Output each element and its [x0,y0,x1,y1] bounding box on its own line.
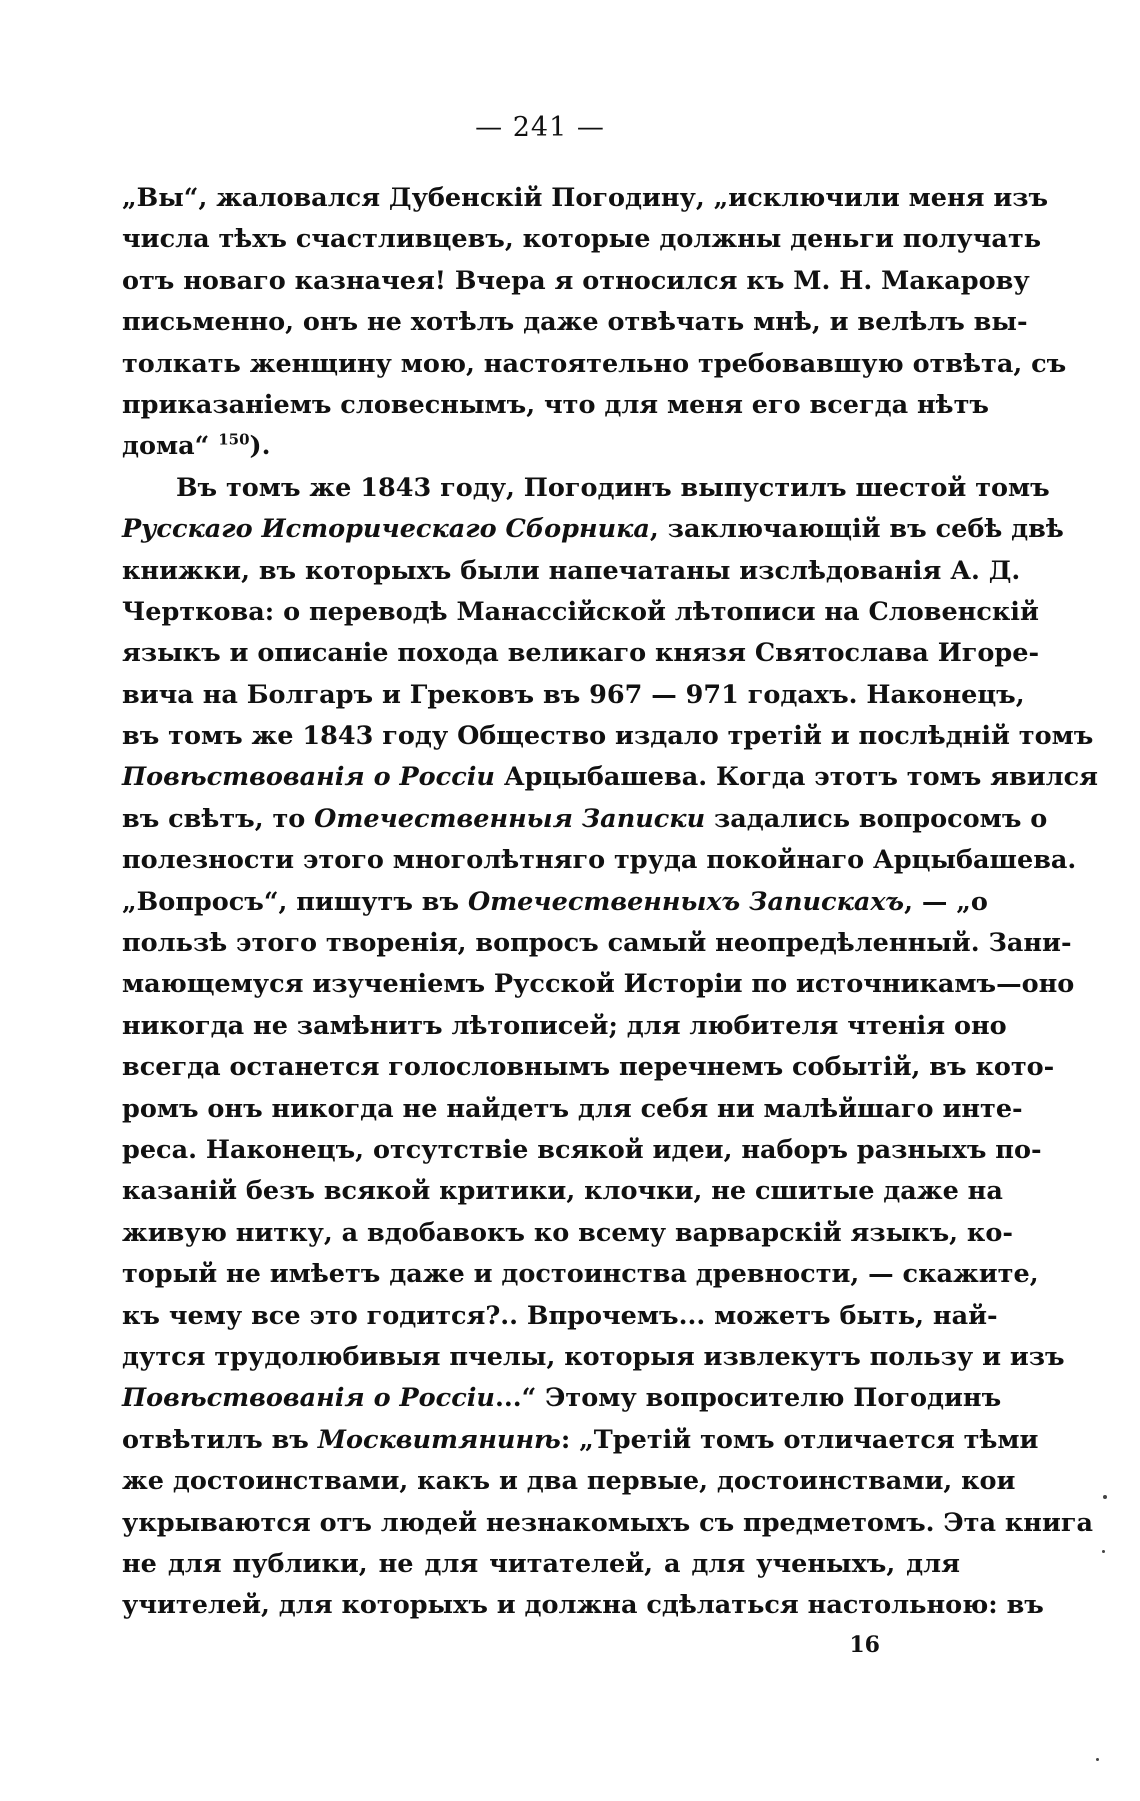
text-line [122,1047,1055,1088]
text-line [122,178,1049,219]
text-segment: же достоинствами, какъ и два первые, достоинствами, кои [122,1466,1016,1497]
text-segment: : „Третій томъ отличается тѣми [560,1424,1039,1455]
text-segment: ). [249,431,271,462]
scan-speck [1102,1550,1105,1553]
text-line [122,675,1025,716]
text-segment: „Вопросъ“, пишутъ въ [122,886,468,917]
text-line [122,592,1039,633]
text-segment: письменно, онъ не хотѣлъ даже отвѣчать мнѣ, и велѣлъ вы- [122,307,1028,338]
text-line [122,1171,1003,1212]
text-line [122,716,1094,757]
text-segment: отъ новаго казначея! Вчера я относился къ М. Н. Макарову [122,265,1030,296]
text-line [122,964,1075,1005]
text-segment: дома“ [122,431,219,462]
text-segment: къ чему все это годится?.. Впрочемъ... можетъ быть, най- [122,1300,998,1331]
text-line [122,551,1021,592]
text-line [122,1585,1044,1626]
text-segment: Въ томъ же 1843 году, Погодинъ выпустилъ шестой томъ [176,472,1050,503]
text-line [122,302,1028,343]
text-segment: Арцыбашева. Когда этотъ томъ явился [494,762,1099,793]
italic-title: Отечественныхъ Запискахъ [467,886,905,917]
text-segment: , заключающій въ себѣ двѣ [649,514,1064,545]
text-segment: всегда останется голословнымъ перечнемъ событій, въ кото- [122,1052,1055,1083]
italic-title: Повѣствованія о Россіи [122,1383,495,1414]
text-line [122,1503,1094,1544]
text-segment: въ свѣтъ, то [122,803,315,834]
text-segment: полезности этого многолѣтняго труда покойнаго Арцыбашева. [122,845,1077,876]
text-line [122,1420,1039,1461]
text-segment: задались вопросомъ о [705,803,1048,834]
footnote-ref: 150 [218,430,250,449]
text-segment: , — „о [904,886,988,917]
text-line [122,468,1050,509]
text-line [122,633,1040,674]
text-segment: пользѣ этого творенія, вопросъ самый неопредѣленный. Зани- [122,928,1072,959]
text-segment: отвѣтилъ въ [122,1424,318,1455]
text-segment: „Вы“, жаловался Дубенскій Погодину, „исключили меня изъ [122,183,1049,213]
page-number: — 241 — [475,112,605,143]
text-line [122,1337,1065,1378]
text-segment: числа тѣхъ счастливцевъ, которые должны деньги получать [122,224,1042,255]
text-line [122,840,1077,881]
scan-speck [1103,1495,1107,1499]
text-line [122,1089,1023,1130]
text-line [122,923,1072,964]
text-line [122,219,1042,260]
text-segment: мающемуся изученіемъ Русской Исторіи по источникамъ—оно [122,969,1075,1000]
text-line [122,1254,1039,1295]
text-line [122,882,988,923]
text-segment: никогда не замѣнитъ лѣтописей; для любителя чтенія оно [122,1010,1007,1041]
text-line [122,509,1064,550]
text-segment: книжки, въ которыхъ были напечатаны изслѣдованія А. Д. [122,555,1021,586]
italic-title: Повѣствованія о Россіи [122,762,495,793]
text-line [122,1378,1002,1419]
signature-mark: 16 [849,1632,880,1658]
italic-title: Русскаго Историческаго Сборника [122,514,650,545]
text-segment: ...“ Этому вопросителю Погодинъ [494,1383,1002,1414]
text-segment: Черткова: о переводѣ Манассійской лѣтописи на Словенскій [122,596,1039,627]
text-segment: въ томъ же 1843 году Общество издало третій и послѣдній томъ [122,721,1094,752]
text-line [122,426,960,467]
text-segment: дутся трудолюбивыя пчелы, которыя извлекутъ пользу и изъ [122,1341,1065,1372]
text-segment: толкать женщину мою, настоятельно требовавшую отвѣта, съ [122,348,1067,379]
text-line [122,799,1048,840]
text-segment: ромъ онъ никогда не найдетъ для себя ни малѣйшаго инте- [122,1093,1023,1124]
text-line [122,1461,1016,1502]
text-line [122,1006,1007,1047]
text-line [122,1130,1042,1171]
text-line [122,1213,1013,1254]
text-segment: учителей, для которыхъ и должна сдѣлаться настольною: въ [122,1590,1044,1621]
text-line [122,344,1067,385]
text-segment: языкъ и описаніе похода великаго князя Святослава Игоре- [122,638,1040,669]
text-segment: укрываются отъ людей незнакомыхъ съ предметомъ. Эта книга [122,1507,1094,1538]
italic-title: Отечественныя Записки [314,803,706,834]
text-segment: вича на Болгаръ и Грековъ въ 967 — 971 годахъ. Наконецъ, [122,679,1025,710]
scan-speck [1096,1758,1099,1761]
text-line [122,757,1099,798]
body-text [122,178,1099,1627]
text-line [122,1296,998,1337]
italic-title: Москвитянинѣ [317,1424,561,1455]
text-line [122,385,989,426]
text-line [122,261,1030,302]
text-segment: живую нитку, а вдобавокъ ко всему варварскій языкъ, ко- [122,1217,1013,1248]
text-line [122,1544,960,1585]
text-segment: не для публики, не для читателей, а для ученыхъ, для [122,1548,960,1579]
text-segment: приказаніемъ словеснымъ, что для меня его всегда нѣтъ [122,389,989,420]
text-segment: торый не имѣетъ даже и достоинства древности, — скажите, [122,1259,1039,1290]
text-segment: реса. Наконецъ, отсутствіе всякой идеи, наборъ разныхъ по- [122,1134,1042,1165]
text-segment: казаній безъ всякой критики, клочки, не сшитые даже на [122,1176,1003,1207]
